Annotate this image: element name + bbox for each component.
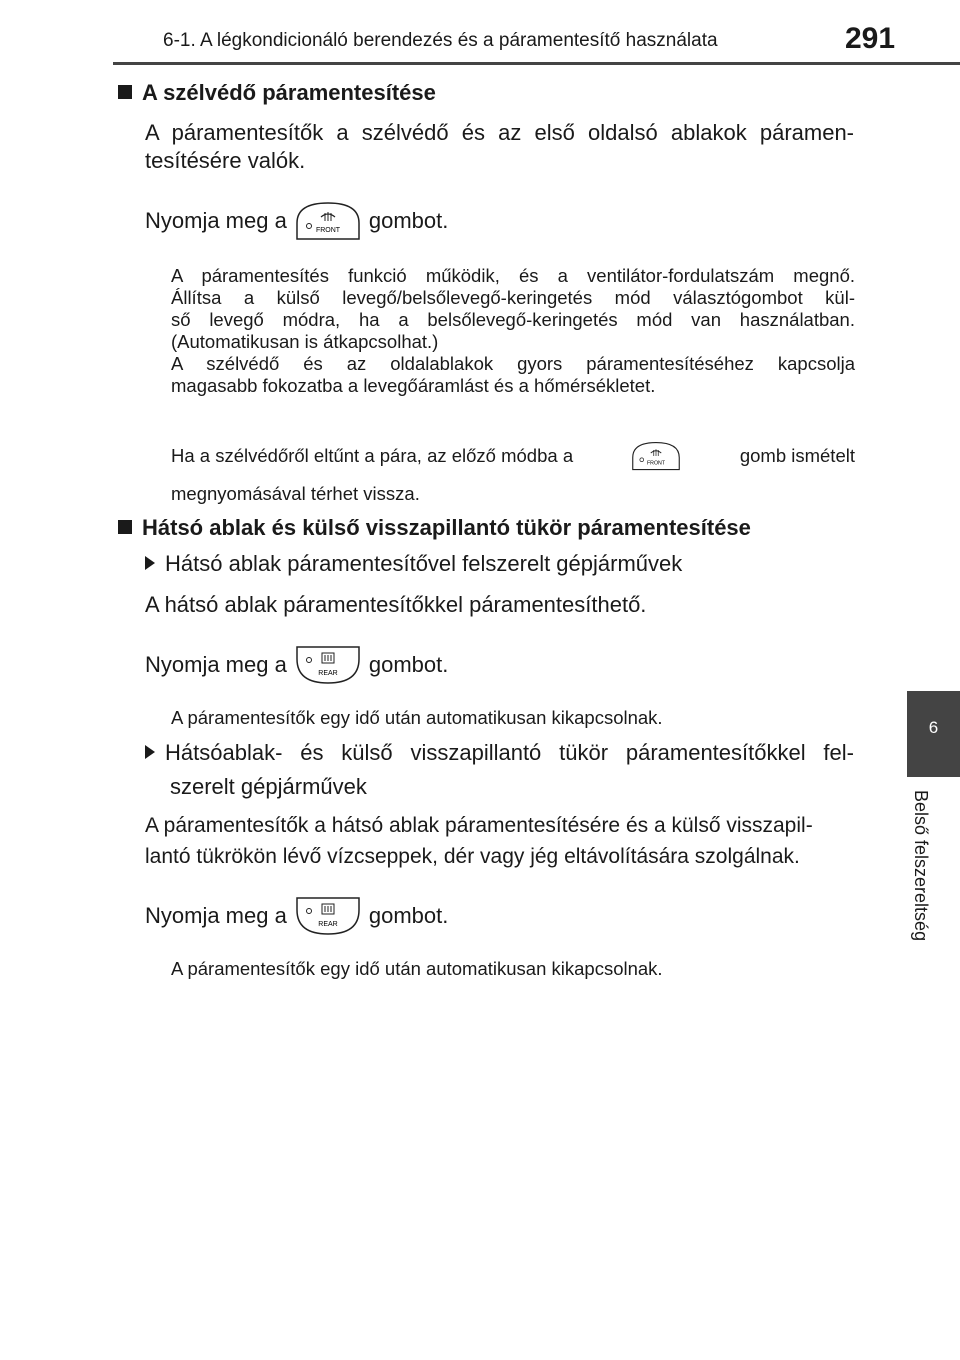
subsection-rear-mirror: Hátsóablak- és külső visszapillantó tükör páramentesítőkkel fel- szerelt gépjárművek xyxy=(145,740,854,800)
return-note-row: Ha a szélvédőről eltűnt a pára, az előző módba a FRONT gomb ismételt xyxy=(171,438,855,474)
chapter-title: 6-1. A légkondicionáló berendezés és a páramentesítő használata xyxy=(163,30,718,51)
square-bullet-icon xyxy=(118,520,132,534)
svg-text:FRONT: FRONT xyxy=(315,227,340,234)
defrost-note: A páramentesítés funkció működik, és a ventilátor-fordulatszám megnő. Állítsa a külső levegő/belsőlevegő-keringetés mód választógombot kül- ső levegő módra, ha a belsőlevegő-keringetés mód van használatban. (Automatikusan is átkapcsolhat.) A szélvédő és az oldalablakok gyors páramentesítéséhez kapcsolja magasabb fokozatba a levegőáramlást és a hőmérsékletet. xyxy=(171,265,855,396)
rear-defroster-button-icon xyxy=(295,645,361,685)
square-bullet-icon xyxy=(118,85,132,99)
press-rear-row-2: Nyomja meg a REAR gombot. xyxy=(145,892,448,940)
page-number: 291 xyxy=(845,22,896,55)
triangle-bullet-icon xyxy=(145,556,155,570)
svg-text:FRONT: FRONT xyxy=(647,460,666,467)
rear-note: A páramentesítők egy idő után automatikusan kikapcsolnak. xyxy=(171,707,663,728)
chapter-tab-label: Belső felszereltség xyxy=(911,790,931,942)
intro-line-1: A páramentesítők a szélvédő és az első oldalsó ablakok páramen- xyxy=(145,120,854,145)
rear-mirror-text: A páramentesítők a hátsó ablak páramentesítésére és a külső visszapil- lantó tükrökön lévő vízcseppek, dér vagy jég eltávolítására szolgálnak. xyxy=(145,814,813,868)
svg-text:REAR: REAR xyxy=(318,670,338,677)
section-heading-rear: Hátsó ablak és külső visszapillantó tükör páramentesítése xyxy=(118,515,751,541)
return-note-line-2: megnyomásával térhet vissza. xyxy=(171,483,420,504)
press-rear-row: Nyomja meg a REAR gombot. xyxy=(145,641,448,689)
triangle-bullet-icon xyxy=(145,745,155,759)
front-defroster-button-icon xyxy=(295,201,361,241)
subsection-rear-window: Hátsó ablak páramentesítővel felszerelt gépjárművek xyxy=(145,551,682,577)
svg-text:REAR: REAR xyxy=(318,921,338,928)
rear-mirror-note: A páramentesítők egy idő után automatikusan kikapcsolnak. xyxy=(171,958,663,979)
press-front-row: Nyomja meg a FRONT gombot. xyxy=(145,196,448,246)
chapter-tab-number: 6 xyxy=(928,718,939,737)
header-rule xyxy=(113,62,960,65)
front-defroster-button-icon xyxy=(631,441,681,471)
rear-window-text: A hátsó ablak páramentesítőkkel páramentesíthető. xyxy=(145,592,647,617)
section-heading-windshield: A szélvédő páramentesítése xyxy=(118,80,436,106)
intro-line-2: tesítésére valók. xyxy=(145,148,306,173)
rear-defroster-button-icon xyxy=(295,896,361,936)
